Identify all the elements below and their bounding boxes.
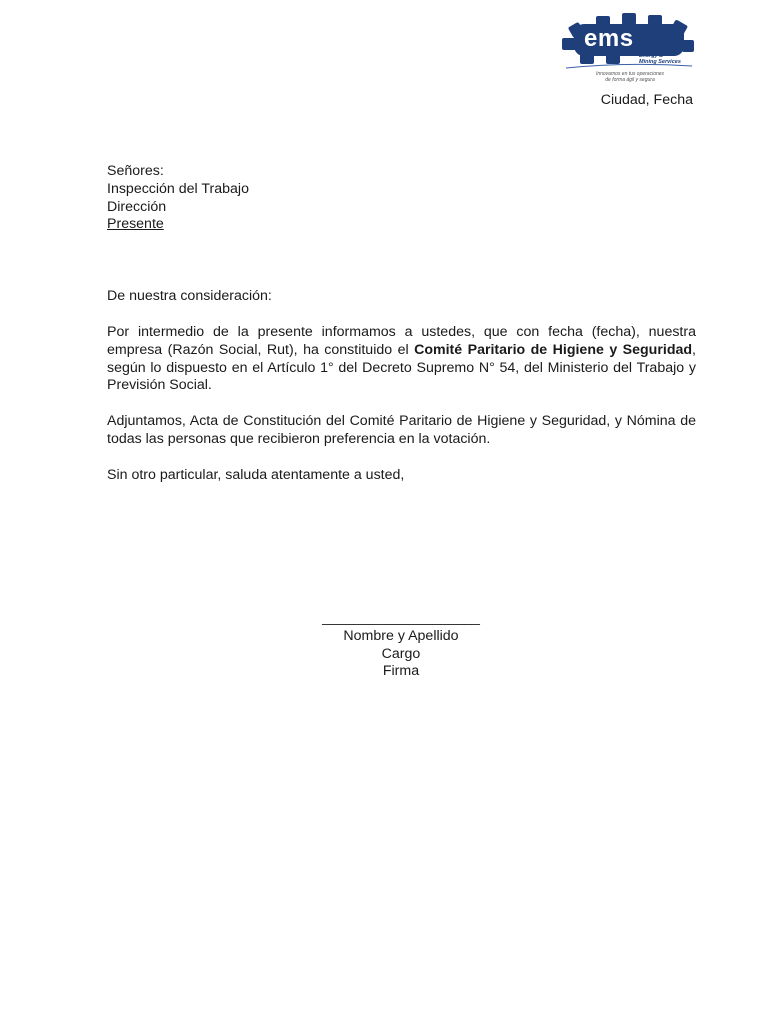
logo-subtitle-line1: Energy & [639,53,664,59]
logo-tagline-line2: de forma ágil y segura [605,76,655,83]
salutation: De nuestra consideración: [107,288,272,304]
paragraph-1-bold: Comité Paritario de Higiene y Seguridad [414,341,693,358]
recipient-line-3: Dirección [107,198,167,215]
signature-line: ____________________ [322,610,480,626]
logo-tagline [566,72,694,83]
signature-block [301,610,501,681]
signature-name: Nombre y Apellido [343,627,459,644]
recipient-line-4: Presente [107,216,164,233]
paragraph-2: Adjuntamos, Acta de Constitución del Comité Paritario de Higiene y Seguridad, y Nómina de todas las personas que recibieron preferencia en la votación. [107,413,696,447]
recipient-block [107,163,249,234]
paragraph-1-part-2: , según lo dispuesto en el Artículo 1° del Decreto Supremo N° 54, del Ministerio del Trabajo y Previsión Social. [107,341,696,394]
company-logo [556,10,700,86]
city-date: Ciudad, Fecha [600,92,693,108]
logo-subtitle [639,53,699,65]
signature-sign: Firma [382,663,420,680]
logo-tagline-line1: Innovamos en tus operaciones [595,71,665,77]
logo-subtitle-line2: Mining Services [639,59,681,65]
recipient-line-1: Señores: [107,163,164,179]
recipient-line-2: Inspección del Trabajo [107,180,249,197]
paragraph-1 [107,324,696,395]
paragraph-3: Sin otro particular, saluda atentamente a usted, [107,467,405,483]
signature-position: Cargo [381,645,421,662]
logo-brand: ems [584,25,634,52]
paragraph-1-part-1: Por intermedio de la presente informamos a ustedes, que con fecha (fecha), nuestra empresa (Razón Social, Rut), ha constituido el [107,324,696,358]
logo-text-group [556,10,700,86]
